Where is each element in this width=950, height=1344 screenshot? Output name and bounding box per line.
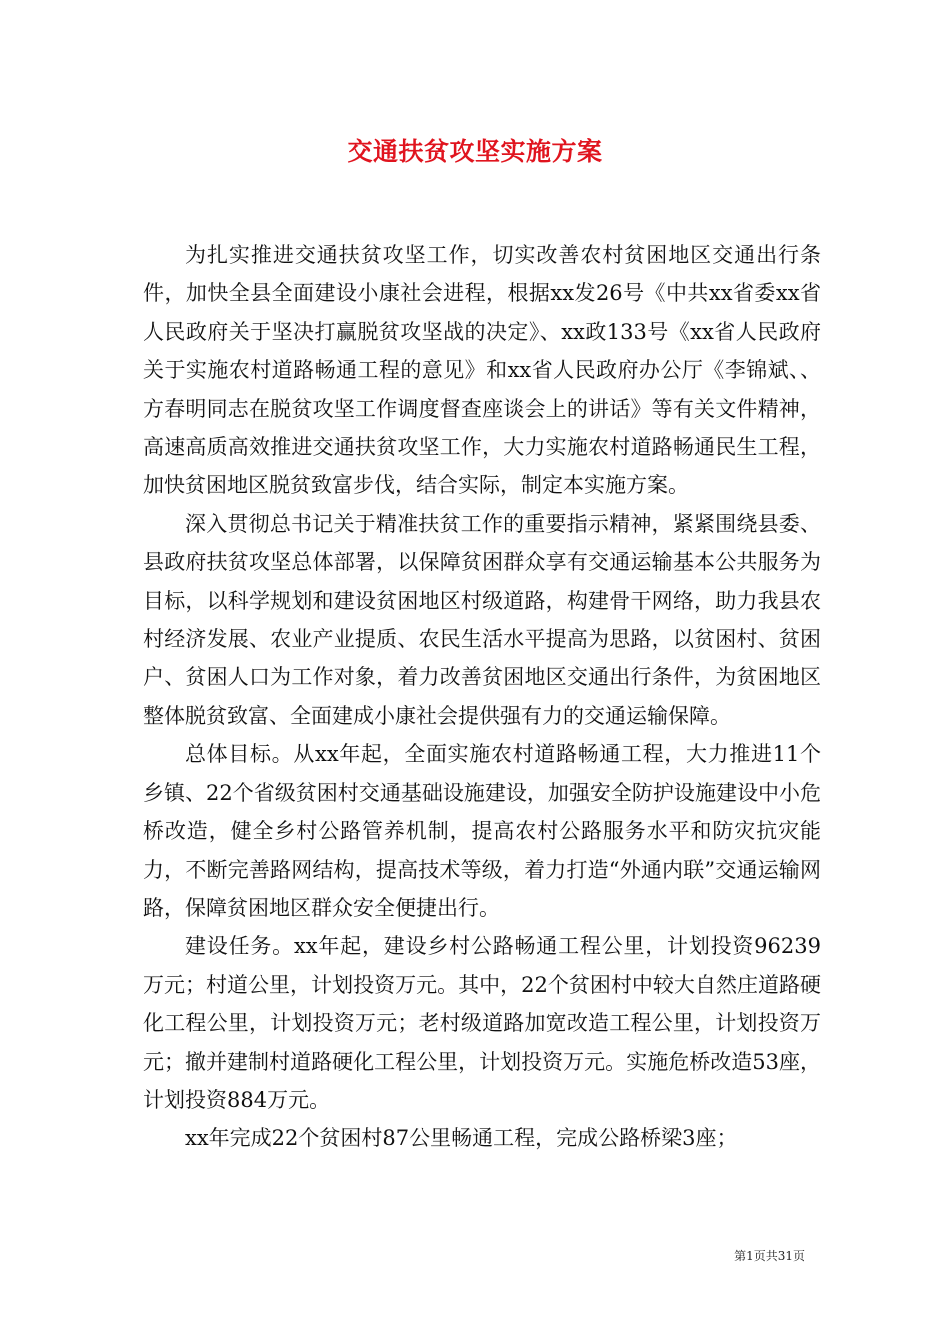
document-title: 交通扶贫攻坚实施方案 [347,137,603,166]
paragraph-construction-tasks: 建设任务。xx年起，建设乡村公路畅通工程公里，计划投资96239万元；村道公里，计划投资万元。其中，22个贫困村中较大自然庄道路硬化工程公里，计划投资万元；老村级道路加宽改造工程公里，计划投资万元；撤并建制村道路硬化工程公里，计划投资万元。实施危桥改造53座，计划投资884万元。 [143,934,821,1112]
page-number-footer: 第1页共31页 [734,1249,805,1263]
paragraph-overall-goal: 总体目标。从xx年起，全面实施农村道路畅通工程，大力推进11个乡镇、22个省级贫困村交通基础设施建设，加强安全防护设施建设中小危桥改造，健全乡村公路管养机制，提高农村公路服务水平和防灾抗灾能力，不断完善路网结构，提高技术等级，着力打造“外通内联”交通运输网路，保障贫困地区群众安全便捷出行。 [143,742,821,920]
paragraph-yearly-plan: xx年完成22个贫困村87公里畅通工程，完成公路桥梁3座； [185,1126,738,1151]
document-body [143,236,821,1158]
paragraph-intro: 为扎实推进交通扶贫攻坚工作，切实改善农村贫困地区交通出行条件，加快全县全面建设小康社会进程，根据xx发26号《中共xx省委xx省人民政府关于坚决打赢脱贫攻坚战的决定》、xx政133号《xx省人民政府关于实施农村道路畅通工程的意见》和xx省人民政府办公厅《李锦斌、、方春明同志在脱贫攻坚工作调度督查座谈会上的讲话》等有关文件精神，高速高质高效推进交通扶贫攻坚工作，大力实施农村道路畅通民生工程，加快贫困地区脱贫致富步伐，结合实际，制定本实施方案。 [143,243,821,498]
paragraph-guiding-thought: 深入贯彻总书记关于精准扶贫工作的重要指示精神，紧紧围绕县委、县政府扶贫攻坚总体部署，以保障贫困群众享有交通运输基本公共服务为目标，以科学规划和建设贫困地区村级道路，构建骨干网络，助力我县农村经济发展、农业产业提质、农民生活水平提高为思路，以贫困村、贫困户、贫困人口为工作对象，着力改善贫困地区交通出行条件，为贫困地区整体脱贫致富、全面建成小康社会提供强有力的交通运输保障。 [143,511,821,728]
